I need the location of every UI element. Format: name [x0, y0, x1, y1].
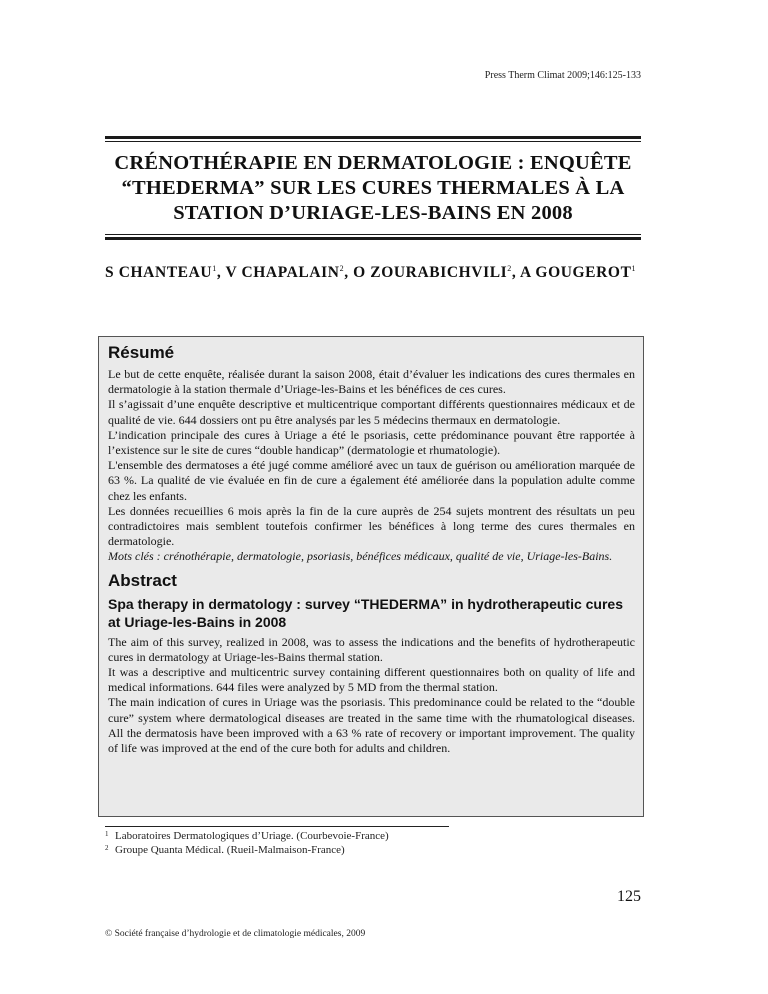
footnote [105, 829, 641, 843]
resume-paragraph: Les données recueillies 6 mois après la fin de la cure auprès de 254 sujets montrent des résultats un peu contradictoires mais semblent toutefois confirmer les bénéfices à long terme des cures thermales en dermatologie. [108, 503, 635, 549]
resume-keywords: Mots clés : crénothérapie, dermatologie, psoriasis, bénéfices médicaux, qualité de vie, Uriage-les-Bains. [108, 549, 613, 564]
resume-paragraph: L’indication principale des cures à Uriage a été le psoriasis, cette prédominance pouvant être rapportée à l’existence sur le site de cures “double handicap” (dermatologie et rhumatologie). [108, 427, 635, 458]
copyright-notice: © Société française d’hydrologie et de climatologie médicales, 2009 [105, 929, 366, 939]
author: S CHANTEAU$^1$ [105, 263, 217, 281]
author: O ZOURABICHVILI$^2$ [353, 263, 512, 281]
footnotes [105, 829, 641, 857]
abstract-paragraph: The main indication of cures in Uriage was the psoriasis. This predominance could be related to the “double cure” system where dermatological diseases are treated in the same time with the rhumatological diseases. All the dermatosis have been improved with a 63 % rate of recovery or important improvement. The quality of life was improved at the end of the cure both for adults and children. [108, 695, 635, 756]
author: V CHAPALAIN$^2$ [225, 263, 345, 281]
title-bottom-rule [105, 234, 641, 240]
abstract-heading: Abstract [108, 570, 177, 590]
resume-paragraph: L'ensemble des dermatoses a été jugé comme amélioré avec un taux de guérison ou amélioration marquée de 63 %. La qualité de vie évaluée en fin de cure a également été améliorée dans la population adulte comme chez les enfants. [108, 458, 635, 503]
footnote-text: Laboratoires Dermatologiques d’Uriage. (Courbevoie-France) [115, 830, 389, 842]
footnote-text: Groupe Quanta Médical. (Rueil-Malmaison-France) [115, 844, 345, 856]
article-title: CRÉNOTHÉRAPIE EN DERMATOLOGIE : ENQUÊTE “THEDERMA” SUR LES CURES THERMALES À LA STATION D’URIAGE-LES-BAINS EN 2008 [114, 152, 632, 224]
author: A GOUGEROT$^1$ [520, 263, 637, 281]
footnote-number: 2 [105, 844, 109, 852]
resume-paragraph: Il s’agissait d’une enquête descriptive et multicentrique comportant différents questionnaires médicaux et de qualité de vie. 644 dossiers ont pu être analysés par les 5 médecins thermaux en dermatologie. [108, 397, 635, 427]
resume-heading: Résumé [108, 343, 175, 362]
author-list: S CHANTEAU$^1$, V CHAPALAIN$^2$, O ZOURABICHVILI$^2$, A GOUGEROT$^1$ [105, 263, 637, 281]
footnote-number: 1 [105, 830, 109, 838]
footnote [105, 843, 641, 857]
abstract-subtitle: Spa therapy in dermatology : survey “THEDERMA” in hydrotherapeutic cures at Uriage-les-Bains in 2008 [108, 595, 623, 630]
abstract-paragraph: It was a descriptive and multicentric survey containing different questionnaires both on quality of life and medical informations. 644 files were analyzed by 5 MD from the thermal station. [108, 665, 635, 695]
summary-box [98, 336, 644, 817]
page-number: 125 [617, 888, 641, 905]
resume-paragraph: Le but de cette enquête, réalisée durant la saison 2008, était d’évaluer les indications des cures thermales en dermatologie à la station thermale d’Uriage-les-Bains et les bénéfices de ces cures. [108, 367, 635, 397]
footnote-rule [105, 826, 449, 827]
abstract-paragraph: The aim of this survey, realized in 2008, was to assess the indications and the benefits of hydrotherapeutic cures in dermatology at Uriage-les-Bains thermal station. [108, 634, 635, 664]
journal-citation: Press Therm Climat 2009;146:125-133 [484, 70, 641, 81]
title-block [105, 136, 641, 240]
